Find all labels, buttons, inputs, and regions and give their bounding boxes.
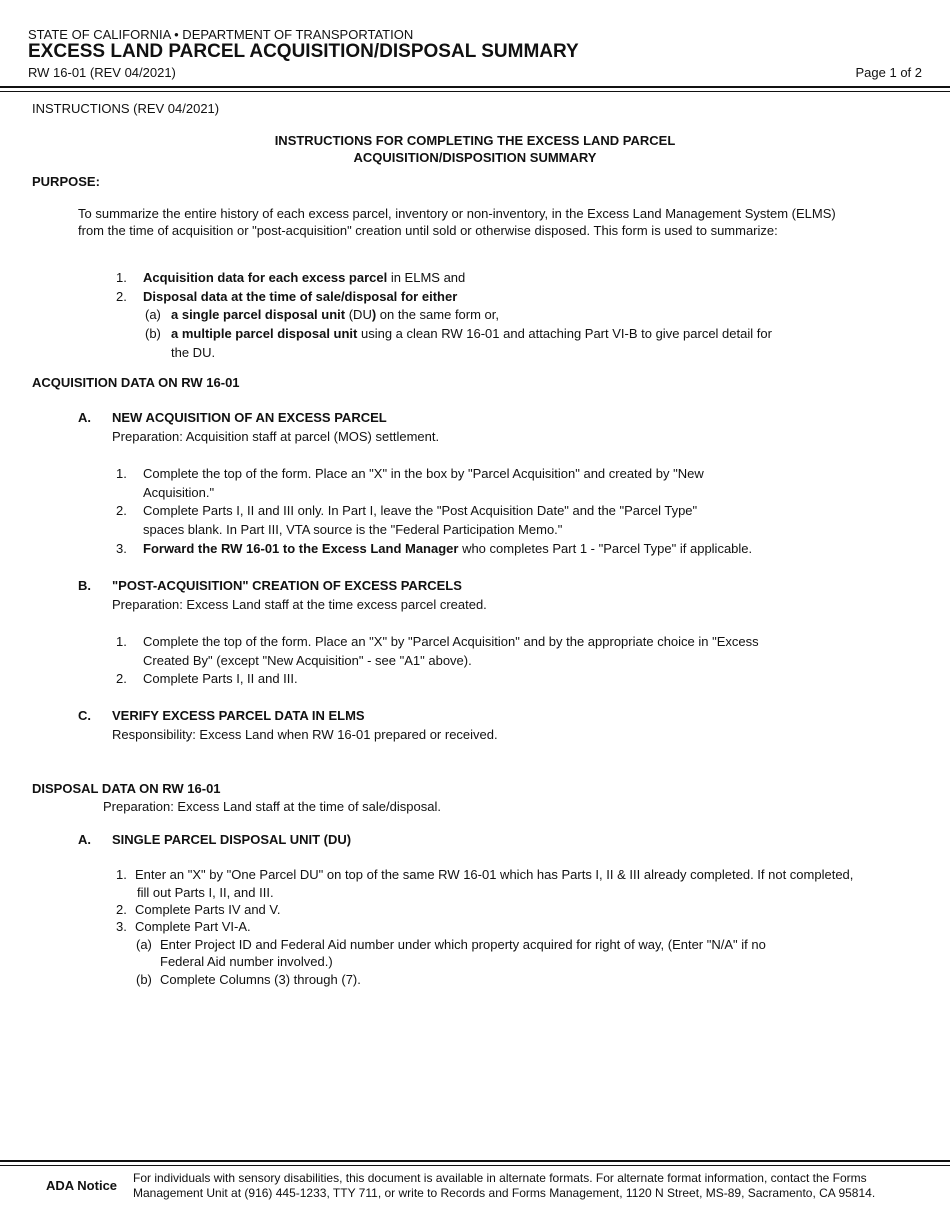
footer-rule-thick (0, 1160, 950, 1162)
form-number: RW 16-01 (REV 04/2021) (28, 65, 176, 80)
acq-a-item-3-number: 3. (116, 541, 127, 556)
purpose-item-2b-number: (b) (145, 326, 161, 341)
disp-a-item-3a-line1: Enter Project ID and Federal Aid number under which property acquired for right of way, (Enter "N/A" if no (160, 937, 766, 952)
purpose-item-1-number: 1. (116, 270, 127, 285)
purpose-item-2a-rest: (DU (345, 307, 372, 322)
disp-a-item-1-line2: fill out Parts I, II, and III. (137, 885, 274, 900)
page-number: Page 1 of 2 (855, 65, 922, 80)
acq-a-item-1-number: 1. (116, 466, 127, 481)
acq-a-item-3 (143, 540, 752, 557)
disp-a-item-2-number: 2. (116, 902, 127, 917)
disposal-preparation: Preparation: Excess Land staff at the time of sale/disposal. (103, 799, 441, 814)
purpose-text-line2: from the time of acquisition or "post-acquisition" creation until sold or otherwise disposed. This form is used to summarize: (78, 223, 778, 238)
disp-a-item-2-line1: Complete Parts IV and V. (135, 902, 281, 917)
acq-a-item-2-line2: spaces blank. In Part III, VTA source is the "Federal Participation Memo." (143, 522, 563, 537)
acq-c-title: VERIFY EXCESS PARCEL DATA IN ELMS (112, 708, 365, 723)
acq-a-item-3-rest: who completes Part 1 - "Parcel Type" if applicable. (458, 541, 753, 556)
purpose-item-2a-paren: ) (371, 307, 377, 322)
purpose-item-1-rest: in ELMS and (387, 270, 466, 285)
ada-notice-line2: Management Unit at (916) 445-1233, TTY 711, or write to Records and Forms Management, 1120 N Street, MS-89, Sacramento, CA 95814. (133, 1186, 876, 1200)
header-rule-thin (0, 91, 950, 92)
disp-a-item-1-line1: Enter an "X" by "One Parcel DU" on top of the same RW 16-01 which has Parts I, II & III already completed. If not completed, (135, 867, 854, 882)
disp-a-item-3a-number: (a) (136, 937, 152, 952)
acq-b-preparation: Preparation: Excess Land staff at the time excess parcel created. (112, 597, 487, 612)
acq-b-item-1-line2: Created By" (except "New Acquisition" - see "A1" above). (143, 653, 472, 668)
instructions-label: INSTRUCTIONS (REV 04/2021) (32, 101, 220, 116)
purpose-item-2a-rest2: on the same form or, (376, 307, 500, 322)
disp-a-item-3b-number: (b) (136, 972, 152, 987)
disposal-heading: DISPOSAL DATA ON RW 16-01 (32, 781, 221, 796)
disp-a-item-3-line1: Complete Part VI-A. (135, 919, 251, 934)
agency-line: STATE OF CALIFORNIA • DEPARTMENT OF TRANSPORTATION (28, 27, 414, 42)
acquisition-heading: ACQUISITION DATA ON RW 16-01 (32, 375, 240, 390)
acq-a-letter: A. (78, 410, 91, 425)
acq-b-title: "POST-ACQUISITION" CREATION OF EXCESS PARCELS (112, 578, 462, 593)
acq-b-item-1-number: 1. (116, 634, 127, 649)
disp-a-item-3a-line2: Federal Aid number involved.) (160, 954, 333, 969)
disp-a-item-1-number: 1. (116, 867, 127, 882)
purpose-item-2b-bold: a multiple parcel disposal unit (171, 326, 358, 341)
acq-c-responsibility: Responsibility: Excess Land when RW 16-01 prepared or received. (112, 727, 498, 742)
acq-b-item-2-line1: Complete Parts I, II and III. (143, 671, 298, 686)
footer-rule-thin (0, 1165, 950, 1166)
header-rule-thick (0, 86, 950, 88)
acq-a-item-1-line2: Acquisition." (143, 485, 215, 500)
disp-a-item-3-number: 3. (116, 919, 127, 934)
purpose-item-1 (143, 269, 465, 286)
acq-a-item-1-line1: Complete the top of the form. Place an "X" in the box by "Parcel Acquisition" and created by "New (143, 466, 704, 481)
purpose-heading: PURPOSE: (32, 174, 100, 189)
acq-b-item-2-number: 2. (116, 671, 127, 686)
ada-notice-line1: For individuals with sensory disabilities, this document is available in alternate formats. For alternate format information, contact the Forms (133, 1171, 867, 1185)
purpose-item-2-number: 2. (116, 289, 127, 304)
purpose-item-2a (171, 306, 499, 323)
acq-b-letter: B. (78, 578, 91, 593)
form-title: EXCESS LAND PARCEL ACQUISITION/DISPOSAL SUMMARY (28, 41, 579, 62)
acq-b-item-1-line1: Complete the top of the form. Place an "X" by "Parcel Acquisition" and by the appropriate choice in "Excess (143, 634, 759, 649)
acq-a-preparation: Preparation: Acquisition staff at parcel (MOS) settlement. (112, 429, 440, 444)
disp-a-item-3b-line1: Complete Columns (3) through (7). (160, 972, 361, 987)
acq-a-item-3-bold: Forward the RW 16-01 to the Excess Land Manager (143, 541, 459, 556)
purpose-item-2b-rest: using a clean RW 16-01 and attaching Part VI-B to give parcel detail for (357, 326, 772, 341)
acq-a-title: NEW ACQUISITION OF AN EXCESS PARCEL (112, 410, 387, 425)
disp-a-letter: A. (78, 832, 91, 847)
purpose-item-1-bold: Acquisition data for each excess parcel (143, 270, 388, 285)
purpose-item-2a-number: (a) (145, 307, 161, 322)
ada-notice-label: ADA Notice (46, 1178, 118, 1193)
doc-title-line1: INSTRUCTIONS FOR COMPLETING THE EXCESS LAND PARCEL (274, 133, 676, 148)
purpose-item-2a-bold: a single parcel disposal unit (171, 307, 346, 322)
doc-title-line2: ACQUISITION/DISPOSITION SUMMARY (353, 150, 597, 165)
purpose-item-2b (171, 325, 772, 342)
acq-c-letter: C. (78, 708, 91, 723)
purpose-text-line1: To summarize the entire history of each excess parcel, inventory or non-inventory, in the Excess Land Management System (ELMS) (78, 206, 836, 221)
disp-a-title: SINGLE PARCEL DISPOSAL UNIT (DU) (112, 832, 352, 847)
purpose-item-2b-line2: the DU. (171, 345, 216, 360)
acq-a-item-2-line1: Complete Parts I, II and III only. In Part I, leave the "Post Acquisition Date" and the "Parcel Type" (143, 503, 698, 518)
acq-a-item-2-number: 2. (116, 503, 127, 518)
purpose-item-2: Disposal data at the time of sale/disposal for either (143, 289, 458, 304)
